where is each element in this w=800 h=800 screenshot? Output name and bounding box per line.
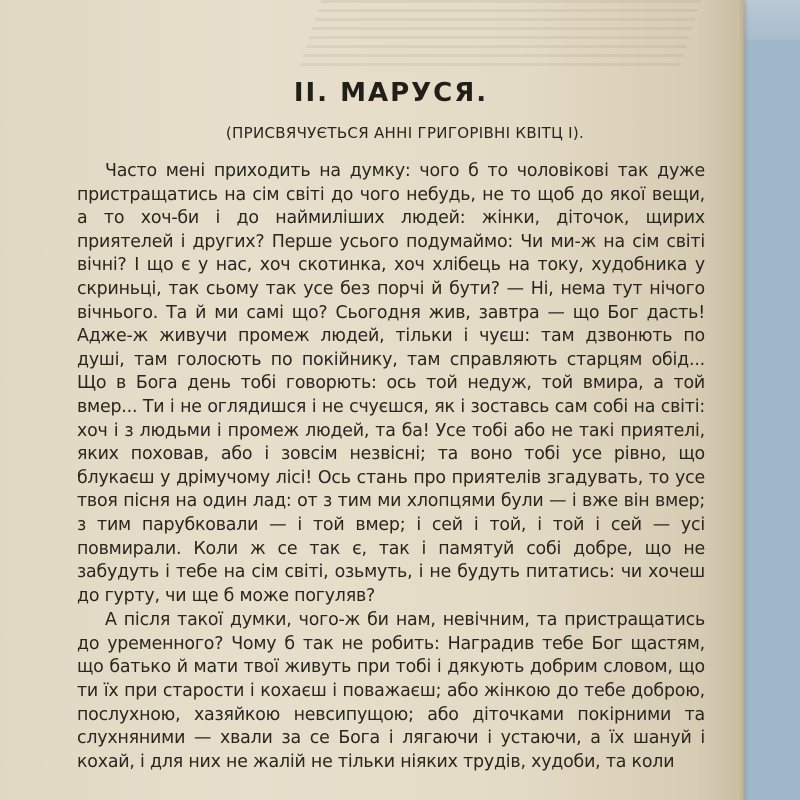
chapter-title: II. МАРУСЯ.: [293, 78, 489, 108]
paragraph-1: Часто мені приходить на думку: чого б то чоловікові так дуже пристращатись на сім світі до чого небудь, не то щоб до якої вещи, а то хоч-би і до наймиліших людей: жінки, діточок, щирих приятелей і других? Перше усього подумаймо: Чи ми-ж на сім світі вічні? І що є у нас, хоч скотинка, хоч хлібець на току, худобника у скриньці, так сьому так усе без порчі й бути? — Ні, нема тут нічого вічнього. Та й ми самі що? Сьогодня жив, завтра — що Бог дасть! Адже-ж живучи промеж людей, тільки і чуєш: там дзвонють по душі, там голосють по покійнику, там справляють старцям обід... Що в Бога день тобі говорють: ось той недуж, той вмира, а той вмер... Ти і не оглядишся і не счуєшся, як і зоставсь сам собі на світі: хоч і з людьми і промеж людей, та ба! Усе тобі або не такі приятелі, яких поховав, або і зовсім незвісні; та воно тобі усе рівно, що блукаєш у дрімучому лісі! Ось стань про приятелів згадувать, то усе твоя пісня на один лад: от з тим ми хлопцями були — і вже він вмер; з тим парубковали — і той вмер; і сей і той, і той і сей — усі повмирали. Коли ж се так є, так і памятуй собі добре, що не забудуть і тебе на сім світі, озьмуть, і не будуть питатись: чи хочеш до гурту, чи ще б може погуляв?: [77, 161, 705, 606]
paragraph-2: А після такої думки, чого-ж би нам, невічним, та пристращатись до уременного? Чому б так не робить: Наградив тебе Бог щастям, що батько й мати твої живуть при тобі і дякують добрим словом, що ти їх при старости і кохаєш і поважаєш; або жінкою до тебе доброю, послухною, хазяйкою невсипущою; або діточками покірними та слухняними — хвали за се Бога і лягаючи і устаючи, а їх шануй і кохай, і для них не жалій не тільки ніяких трудів, худоби, та коли: [77, 610, 705, 772]
dedication: (ПРИСВЯЧУЄТЬСЯ АННІ ГРИГОРІВНІ КВІТЦ І).: [225, 124, 585, 142]
page-content: [77, 60, 705, 774]
page-edge: [738, 0, 746, 800]
